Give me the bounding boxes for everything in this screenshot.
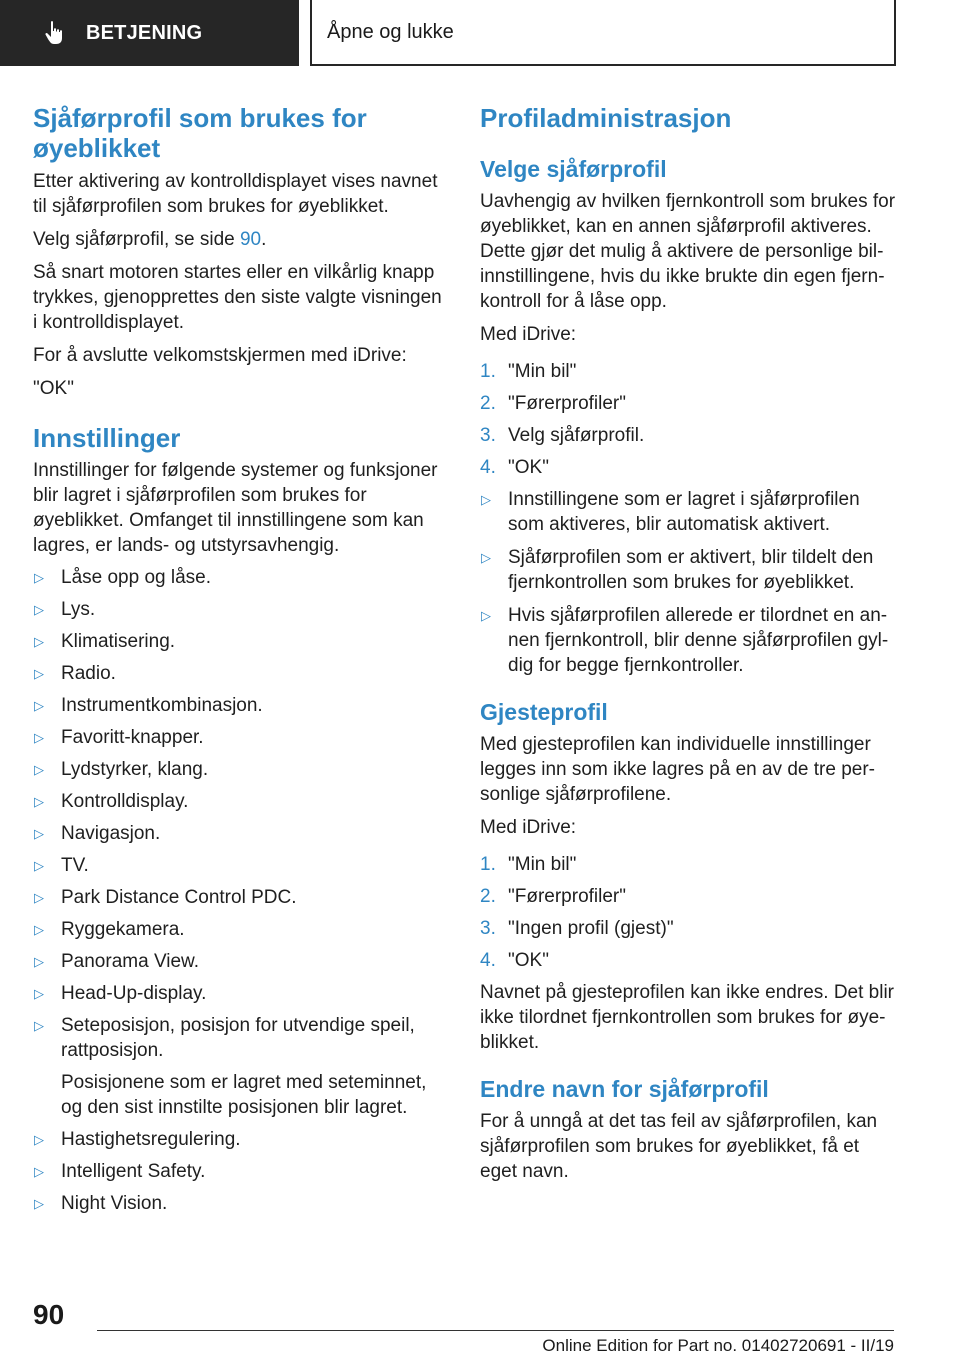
- list-item: ▷ Kontrolldisplay.: [34, 791, 189, 812]
- paragraph: Innstillinger for følgende systemer og funksjoner blir lagret i sjåførprofilen som brukes for øyeblikket. Omfanget til innstillingene som kan lagres, er lands- og utstyrsavhengig.: [33, 460, 438, 556]
- triangle-bullet-icon: ▷: [34, 858, 44, 873]
- step-item: 3. Velg sjåførprofil.: [480, 425, 645, 446]
- triangle-bullet-icon: ▷: [34, 794, 44, 809]
- step-item: 1. "Min bil": [480, 854, 577, 875]
- heading-select-profile: Velge sjåførprofil: [480, 156, 667, 182]
- list-item: [33, 1013, 451, 1120]
- list-item-note: Posisjonene som er lagret med seteminnet, og den sist innstilte posisjonen blir lagret.: [61, 1072, 427, 1118]
- paragraph: "OK": [33, 378, 74, 399]
- heading-guest-profile: Gjesteprofil: [480, 699, 608, 725]
- list-item: ▷ Klimatisering.: [34, 631, 176, 652]
- step-item: 3. "Ingen profil (gjest)": [480, 918, 674, 939]
- step-item: 1. "Min bil": [480, 361, 577, 382]
- heading-profile-admin: Profiladministrasjon: [480, 103, 732, 133]
- footer-edition: Online Edition for Part no. 01402720691 - II/19: [542, 1336, 894, 1355]
- triangle-bullet-icon: ▷: [34, 826, 44, 841]
- paragraph: Navnet på gjesteprofilen kan ikke endres. Det blir ikke tilordnet fjernkontrollen som brukes for øyeblikket.: [480, 982, 895, 1053]
- list-item: ▷ Park Distance Control PDC.: [34, 887, 297, 908]
- list-item: ▷ TV.: [34, 855, 89, 876]
- list-item: ▷ Sjåførprofilen som er aktivert, blir tildelt den fjernkontrollen som brukes for øyeblikket.: [481, 547, 874, 593]
- triangle-bullet-icon: ▷: [34, 698, 44, 713]
- paragraph: Så snart motoren startes eller en vilkårlig knapp trykkes, gjenopprettes den siste valgte visningen i kontrolldisplayet.: [33, 262, 442, 333]
- paragraph: Etter aktivering av kontrolldisplayet vises navnet til sjåførprofilen som brukes for øyeblikket.: [33, 171, 438, 217]
- list-item: ▷ Panorama View.: [34, 951, 200, 972]
- paragraph: Med gjesteprofilen kan individuelle innstillinger legges inn som ikke lagres på en av de tre personlige sjåførprofilene.: [480, 734, 875, 805]
- triangle-bullet-icon: ▷: [34, 602, 44, 617]
- triangle-bullet-icon: ▷: [34, 666, 44, 681]
- list-item-body: Seteposisjon, posisjon for utvendige speil, rattposisjon. Posisjonene som er lagret med seteminnet, og den sist innstilte posisjonen blir lagret.: [61, 1013, 451, 1120]
- chapter-tab: [310, 0, 896, 66]
- paragraph: Uavhengig av hvilken fjernkontroll som brukes for øyeblikket, kan en annen sjåførprofil aktiveres. Dette gjør det mulig å aktivere de personlige bilinnstillingene, hvis du ikke brukte din egen fjernkontroll for å låse opp.: [480, 191, 896, 312]
- list-item: ▷ Head-Up-display.: [34, 983, 207, 1004]
- section-title: BETJENING: [86, 21, 203, 44]
- paragraph: Med iDrive:: [480, 324, 577, 345]
- list-item: ▷ Instrumentkombinasjon.: [34, 695, 263, 716]
- steps-list-guest: [480, 852, 900, 973]
- paragraph: Med iDrive:: [480, 817, 577, 838]
- list-item: ▷ Låse opp og låse.: [34, 567, 212, 588]
- triangle-bullet-icon: ▷: [481, 608, 491, 623]
- triangle-bullet-icon: ▷: [34, 762, 44, 777]
- list-item: ▷ Navigasjon.: [34, 823, 161, 844]
- page-number: 90: [33, 1299, 65, 1330]
- chapter-title: Åpne og lukke: [327, 20, 454, 43]
- triangle-bullet-icon: ▷: [34, 890, 44, 905]
- list-item: ▷ Lys.: [34, 599, 96, 620]
- triangle-bullet-icon: ▷: [34, 1196, 44, 1211]
- triangle-bullet-icon: ▷: [34, 922, 44, 937]
- list-item: ▷ Ryggekamera.: [34, 919, 185, 940]
- list-item: ▷ Innstillingene som er lagret i sjåførprofilen som aktiveres, blir automatisk aktivert.: [481, 489, 860, 535]
- heading-current-driver-profile: Sjåførprofil som brukes for øyeblikket: [33, 103, 367, 163]
- footer-divider: [97, 1330, 894, 1331]
- left-column: [33, 103, 451, 1216]
- triangle-bullet-icon: ▷: [34, 634, 44, 649]
- ref-end: .: [261, 229, 267, 250]
- paragraph: For å avslutte velkomstskjermen med iDrive:: [33, 345, 407, 366]
- list-item: ▷ Night Vision.: [34, 1193, 168, 1214]
- paragraph: For å unngå at det tas feil av sjåførprofilen, kan sjåførprofilen som brukes for øyeblikket, få et eget navn.: [480, 1111, 878, 1182]
- page-link[interactable]: 90: [239, 229, 262, 250]
- step-item: 4. "OK": [480, 457, 549, 478]
- result-bullets: [480, 487, 900, 678]
- triangle-bullet-icon: ▷: [34, 1018, 44, 1033]
- triangle-bullet-icon: ▷: [34, 730, 44, 745]
- steps-list-select: [480, 359, 900, 480]
- triangle-bullet-icon: ▷: [34, 570, 44, 585]
- triangle-bullet-icon: ▷: [481, 492, 491, 507]
- triangle-bullet-icon: ▷: [34, 954, 44, 969]
- section-tab: [0, 0, 299, 66]
- list-item: ▷ Hvis sjåførprofilen allerede er tilordnet en annen fjernkontroll, blir denne sjåførprofilen gyldig for begge fjernkontroller.: [481, 605, 889, 676]
- list-item: ▷ Intelligent Safety.: [34, 1161, 206, 1182]
- step-item: 4. "OK": [480, 950, 549, 971]
- hand-pointer-icon: [44, 20, 66, 46]
- list-item: ▷ Lydstyrker, klang.: [34, 759, 209, 780]
- heading-settings: Innstillinger: [33, 423, 181, 453]
- triangle-bullet-icon: ▷: [481, 550, 491, 565]
- triangle-bullet-icon: ▷: [34, 986, 44, 1001]
- step-item: 2. "Førerprofiler": [480, 393, 626, 414]
- triangle-bullet-icon: ▷: [34, 1164, 44, 1179]
- paragraph-page-reference: [33, 227, 451, 252]
- list-item: ▷ Favoritt-knapper.: [34, 727, 204, 748]
- ref-text: Velg sjåførprofil, se side: [33, 229, 240, 250]
- list-item: ▷ Radio.: [34, 663, 116, 684]
- list-item: ▷ Hastighetsregulering.: [34, 1129, 241, 1150]
- settings-list: [33, 565, 451, 1216]
- heading-rename-profile: Endre navn for sjåførprofil: [480, 1076, 769, 1102]
- right-column: [480, 103, 900, 1184]
- step-item: 2. "Førerprofiler": [480, 886, 626, 907]
- triangle-bullet-icon: ▷: [34, 1132, 44, 1147]
